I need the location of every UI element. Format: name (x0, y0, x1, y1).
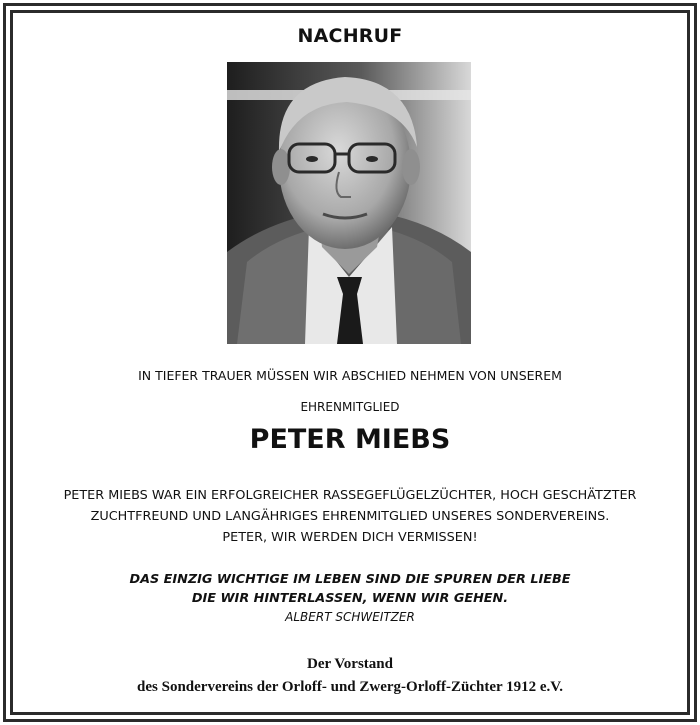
tribute-line: PETER, WIR WERDEN DICH VERMISSEN! (222, 530, 478, 545)
quote (0, 570, 700, 608)
quote-author: ALBERT SCHWEITZER (285, 610, 415, 624)
portrait-photo-icon (227, 62, 471, 344)
page-title: NACHRUF (297, 25, 403, 47)
deceased-name: PETER MIEBS (249, 424, 451, 455)
quote-line: DIE WIR HINTERLASSEN, WENN WIR GEHEN. (191, 591, 509, 606)
tribute-text (0, 485, 700, 548)
signature-club: des Sondervereins der Orloff- und Zwerg-Orloff-Züchter 1912 e.V. (137, 679, 563, 695)
tribute-line: ZUCHTFREUND UND LANGÄHRIGES EHRENMITGLIED UNSERES SONDERVEREINS. (90, 509, 610, 524)
signature-board: Der Vorstand (307, 656, 393, 672)
portrait-photo (227, 62, 471, 344)
tribute-line: PETER MIEBS WAR EIN ERFOLGREICHER RASSEGEFLÜGELZÜCHTER, HOCH GESCHÄTZTER (63, 488, 637, 503)
intro-text: IN TIEFER TRAUER MÜSSEN WIR ABSCHIED NEHMEN VON UNSEREM (138, 368, 562, 383)
quote-line: DAS EINZIG WICHTIGE IM LEBEN SIND DIE SPUREN DER LIEBE (129, 572, 571, 587)
role-label: EHRENMITGLIED (300, 400, 400, 414)
